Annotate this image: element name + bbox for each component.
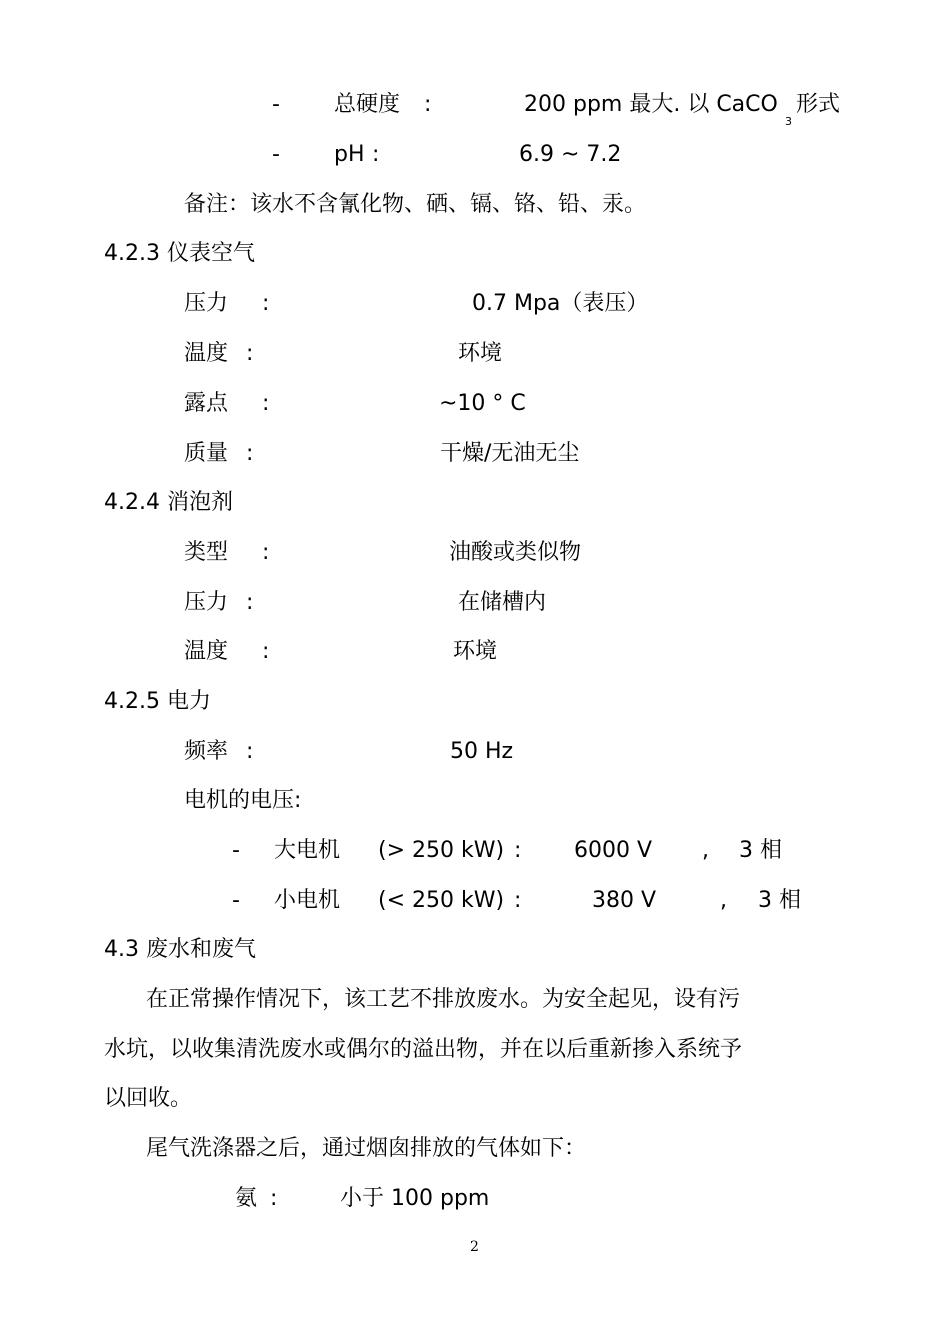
section-heading-4-2-3: 4.2.3 仪表空气 (104, 241, 255, 266)
type-value: 油酸或类似物 (449, 540, 582, 565)
type-label: 类型 (184, 540, 229, 565)
large-motor-label: 大电机 (274, 838, 341, 863)
paragraph-line: 在正常操作情况下，该工艺不排放废水。为安全起见，设有污 (146, 987, 741, 1012)
large-motor-comma: , (702, 838, 709, 863)
small-motor-phase: 3 相 (758, 888, 801, 913)
dewpoint-value: ~10 ° C (439, 391, 526, 416)
temperature-label: 温度 (184, 639, 229, 664)
large-motor-voltage: 6000 V (574, 838, 653, 863)
pressure-colon: : (246, 590, 254, 615)
temperature-colon: : (262, 639, 270, 664)
quality-label: 质量 (184, 441, 229, 466)
pressure-colon: : (262, 291, 270, 316)
large-motor-range: (> 250 kW) (378, 838, 505, 863)
pressure-value: 0.7 Mpa（表压） (472, 291, 649, 316)
frequency-value: 50 Hz (450, 739, 514, 764)
paragraph-line: 以回收。 (104, 1086, 193, 1111)
motor-voltage-title: 电机的电压: (184, 788, 302, 813)
small-motor-range: (< 250 kW) (378, 888, 505, 913)
small-motor-colon: : (514, 888, 522, 913)
small-motor-comma: , (720, 888, 727, 913)
temperature-value: 环境 (458, 341, 503, 366)
list-dash: - (232, 888, 240, 913)
hardness-value: 200 ppm 最大. 以 CaCO (524, 92, 778, 117)
large-motor-colon: : (514, 838, 522, 863)
list-dash: - (232, 838, 240, 863)
small-motor-label: 小电机 (274, 888, 341, 913)
quality-colon: : (246, 441, 254, 466)
section-heading-4-3: 4.3 废水和废气 (104, 937, 256, 962)
hardness-colon: : (424, 92, 432, 117)
pressure-label: 压力 (184, 291, 229, 316)
large-motor-phase: 3 相 (739, 838, 782, 863)
temperature-label: 温度 (184, 341, 229, 366)
dewpoint-label: 露点 (184, 391, 229, 416)
ph-label: pH (334, 142, 365, 167)
ammonia-value: 小于 100 ppm (340, 1186, 490, 1211)
ph-colon: : (372, 142, 380, 167)
hardness-label: 总硬度 (334, 92, 401, 117)
hardness-subscript: 3 (785, 115, 792, 128)
list-dash: - (272, 92, 280, 117)
section-heading-4-2-4: 4.2.4 消泡剂 (104, 490, 233, 515)
hardness-suffix: 形式 (796, 92, 841, 117)
pressure-value: 在储槽内 (458, 590, 547, 615)
ammonia-colon: : (270, 1186, 278, 1211)
ph-value: 6.9 ~ 7.2 (519, 142, 622, 167)
section-heading-4-2-5: 4.2.5 电力 (104, 689, 211, 714)
water-note: 备注：该水不含氰化物、硒、镉、铬、铅、汞。 (184, 192, 647, 217)
page-number: 2 (470, 1239, 479, 1255)
small-motor-voltage: 380 V (592, 888, 657, 913)
type-colon: : (262, 540, 270, 565)
frequency-colon: : (246, 739, 254, 764)
pressure-label: 压力 (184, 590, 229, 615)
dewpoint-colon: : (262, 391, 270, 416)
temperature-value: 环境 (453, 639, 498, 664)
temperature-colon: : (246, 341, 254, 366)
ammonia-label: 氨 (235, 1186, 258, 1211)
list-dash: - (272, 142, 280, 167)
exhaust-intro: 尾气洗涤器之后，通过烟囱排放的气体如下： (146, 1136, 587, 1161)
quality-value: 干燥/无油无尘 (440, 441, 580, 466)
frequency-label: 频率 (184, 739, 229, 764)
paragraph-line: 水坑，以收集清洗废水或偶尔的溢出物，并在以后重新掺入系统予 (104, 1037, 743, 1062)
